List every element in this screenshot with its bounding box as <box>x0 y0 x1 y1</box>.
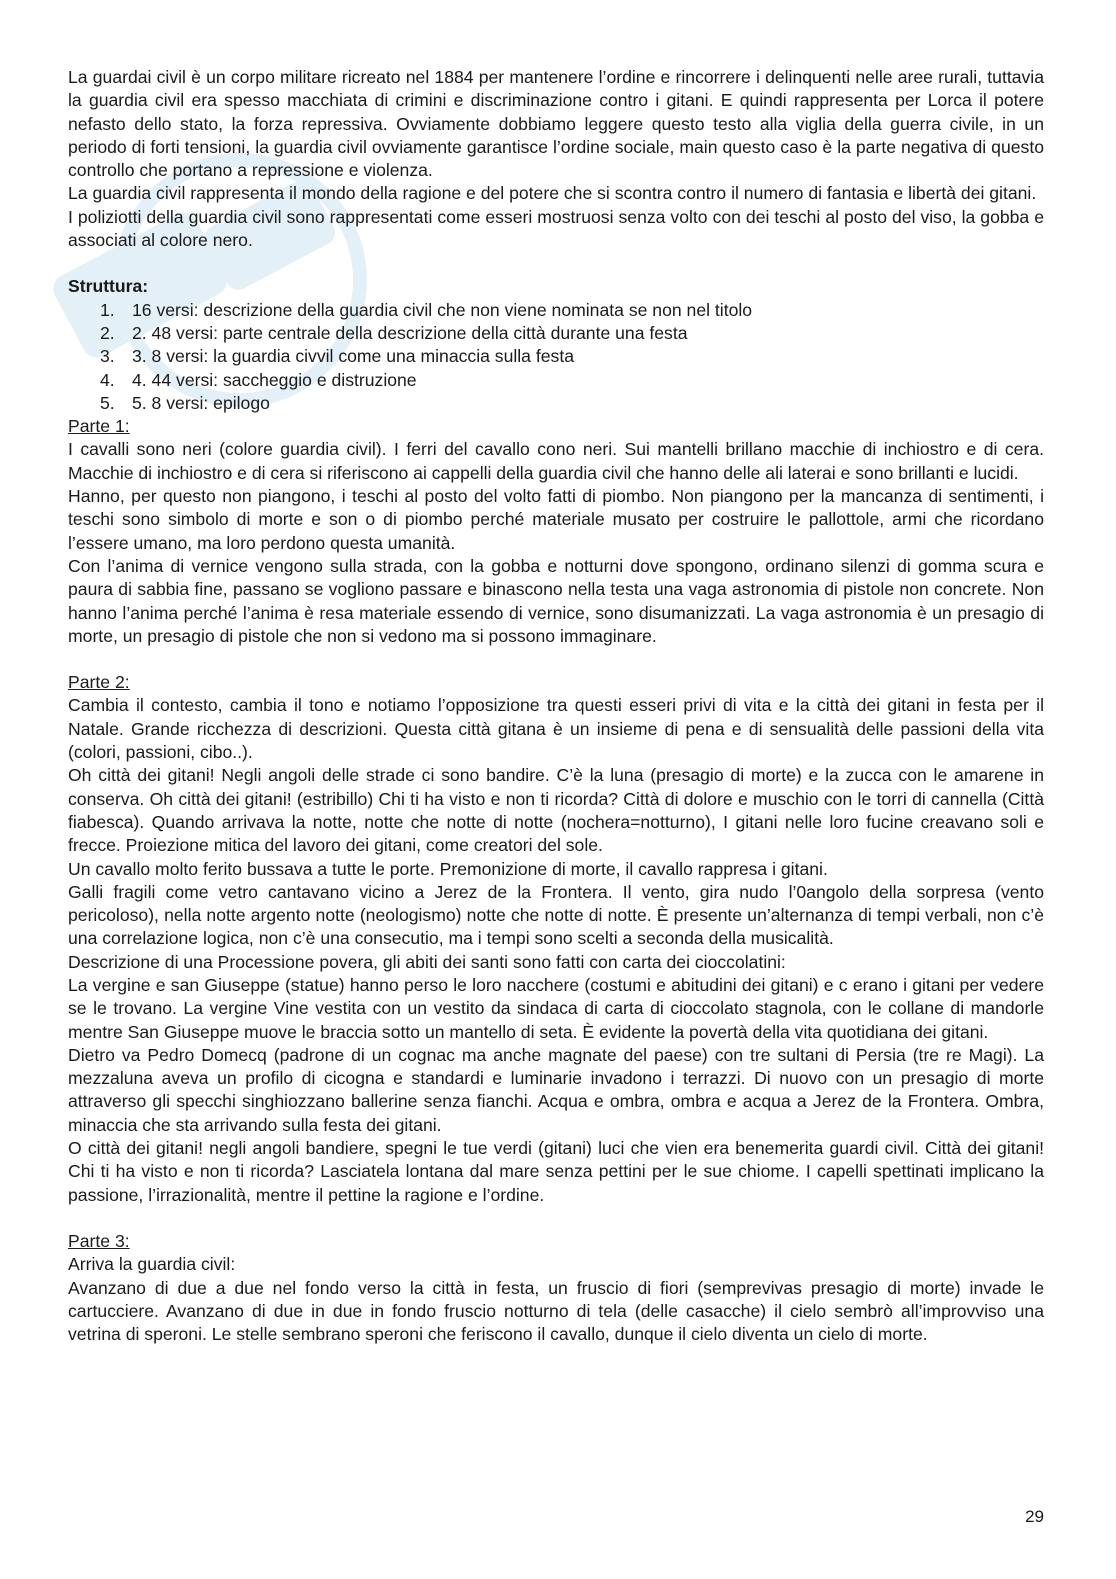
list-item-number: 5. <box>100 392 115 413</box>
parte-1-paragraph: Con l’anima di vernice vengono sulla strada, con la gobba e notturni dove spongono, ordinano silenzi di gomma scura e paura di sabbia fine, passano se vogliono passare e binascono nella testa una vaga astronomia di pistole non concrete. Non hanno l’anima perché l’anima è resa materiale essendo di vernice, sono disumanizzati. La vaga astronomia è un presagio di morte, un presagio di pistole che non si vedono ma si possono immaginare. <box>68 555 1044 646</box>
list-item <box>68 369 1044 392</box>
list-item <box>68 345 1044 368</box>
list-item <box>68 299 1044 322</box>
list-item-text: 2. 48 versi: parte centrale della descrizione della città durante una festa <box>132 322 688 343</box>
list-item-number: 1. <box>100 299 115 320</box>
section-heading-parte-1: Parte 1: <box>68 416 130 437</box>
parte-2-paragraph: O città dei gitani! negli angoli bandiere, spegni le tue verdi (gitani) luci che vien era benemerita guardi civil. Città dei gitani! Chi ti ha visto e non ti ricorda? Lasciatela lontana dal mare senza pettini per le sue chiome. I capelli spettinati implicano la passione, l’irrazionalità, mentre il pettine la ragione e l’ordine. <box>68 1138 1044 1205</box>
parte-2-paragraph: Oh città dei gitani! Negli angoli delle strade ci sono bandire. C’è la luna (presagio di morte) e la zucca con le amarene in conserva. Oh città dei gitani! (estribillo) Chi ti ha visto e non ti ricorda? Città di dolore e muschio con le torri di cannella (Città fiabesca). Quando arrivava la notte, notte che notte di notte (nochera=notturno), I gitani nelle loro fucine creavano soli e frecce. Proiezione mitica del lavoro dei gitani, come creatori del sole. <box>68 765 1044 856</box>
spacer <box>68 648 1044 671</box>
list-item-number: 3. <box>100 346 115 367</box>
section-heading-parte-2: Parte 2: <box>68 672 130 693</box>
parte-1-paragraph: I cavalli sono neri (colore guardia civil). I ferri del cavallo cono neri. Sui mantelli brillano macchie di inchiostro e di cera. Macchie di inchiostro e di cera si riferiscono ai cappelli della guardia civil che hanno delle ali laterai e sono brillanti e lucidi. <box>68 439 1044 483</box>
intro-paragraph: La guardia civil rappresenta il mondo della ragione e del potere che si scontra contro il numero di fantasia e libertà dei gitani. <box>68 183 1037 204</box>
structure-list <box>68 299 1044 415</box>
parte-2-paragraph: Galli fragili come vetro cantavano vicino a Jerez de la Frontera. Il vento, gira nudo l’0angolo della sorpresa (vento pericoloso), nella notte argento notte (neologismo) notte che notte di notte. È presente un’alternanza di tempi verbali, non c’è una correlazione logica, non c’è una consecutio, ma i tempi sono scelti a seconda della musicalità. <box>68 881 1044 949</box>
parte-3-paragraph: Arriva la guardia civil: <box>68 1254 236 1275</box>
list-item-text: 5. 8 versi: epilogo <box>132 392 270 413</box>
page-number: 29 <box>1025 1507 1044 1526</box>
structure-heading: Struttura: <box>68 276 149 297</box>
list-item-number: 4. <box>100 369 115 390</box>
list-item-number: 2. <box>100 322 115 343</box>
spacer <box>68 252 1044 275</box>
parte-2-paragraph: La vergine e san Giuseppe (statue) hanno perso le loro nacchere (costumi e abitudini dei gitani) e c erano i gitani per vedere se le trovano. La vergine Vine vestita con un vestito da sindaca di carta di cioccolato stagnola, con le collane di mandorle mentre San Giuseppe muove le braccia sotto un mantello di seta. È evidente la povertà della vita quotidiana dei gitani. <box>68 974 1044 1042</box>
list-item-text: 16 versi: descrizione della guardia civil che non viene nominata se non nel titolo <box>132 299 753 320</box>
parte-3-paragraph: Avanzano di due a due nel fondo verso la città in festa, un fruscio di fiori (semprevivas presagio di morte) invade le cartucciere. Avanzano di due in due in fondo fruscio notturno di tela (delle casacche) il cielo sembrò all’improvviso una vetrina di speroni. Le stelle sembrano speroni che feriscono il cavallo, dunque il cielo diventa un cielo di morte. <box>68 1277 1044 1345</box>
list-item-text: 3. 8 versi: la guardia civvil come una minaccia sulla festa <box>132 346 574 367</box>
parte-2-paragraph: Un cavallo molto ferito bussava a tutte le porte. Premonizione di morte, il cavallo rappresa i gitani. <box>68 858 828 879</box>
list-item-text: 4. 44 versi: saccheggio e distruzione <box>132 369 417 390</box>
parte-1-paragraph: Hanno, per questo non piangono, i teschi al posto del volto fatti di piombo. Non piangono per la mancanza di sentimenti, i teschi sono simbolo di morte e son o di piombo perché materiale musato per costruire le pallottole, armi che ricordano l’essere umano, ma loro perdono questa umanità. <box>68 486 1044 553</box>
parte-2-paragraph: Cambia il contesto, cambia il tono e notiamo l’opposizione tra questi esseri privi di vita e la città dei gitani in festa per il Natale. Grande ricchezza di descrizioni. Questa città gitana è un insieme di pena e di sensualità delle passioni della vita (colori, passioni, cibo..). <box>68 695 1044 763</box>
parte-2-paragraph: Dietro va Pedro Domecq (padrone di un cognac ma anche magnate del paese) con tre sultani di Persia (tre re Magi). La mezzaluna aveva un profilo di cicogna e standardi e luminarie invadono i terrazzi. Di nuovo con un presagio di morte attraverso gli specchi singhiozzano ballerine senza fianchi. Acqua e ombra, ombra e acqua a Jerez de la Frontera. Ombra, minaccia che sta arrivando sulla festa dei gitani. <box>68 1044 1044 1135</box>
list-item <box>68 392 1044 415</box>
list-item <box>68 322 1044 345</box>
parte-2-paragraph: Descrizione di una Processione povera, gli abiti dei santi sono fatti con carta dei cioccolatini: <box>68 951 786 972</box>
document-page <box>68 66 1044 1346</box>
spacer <box>68 1207 1044 1230</box>
section-heading-parte-3: Parte 3: <box>68 1230 130 1251</box>
intro-paragraph: I poliziotti della guardia civil sono rappresentati come esseri mostruosi senza volto con dei teschi al posto del viso, la gobba e associati al colore nero. <box>68 206 1044 251</box>
intro-paragraph: La guardai civil è un corpo militare ricreato nel 1884 per mantenere l’ordine e rincorrere i delinquenti nelle aree rurali, tuttavia la guardia civil era spesso macchiata di crimini e discriminazione contro i gitani. E quindi rappresenta per Lorca il potere nefasto dello stato, la forza repressiva. Ovviamente dobbiamo leggere questo testo alla viglia della guerra civile, in un periodo di forti tensioni, la guardia civil ovviamente garantisce l’ordine sociale, main questo caso è la parte negativa di questo controllo che portano a repressione e violenza. <box>68 67 1044 181</box>
